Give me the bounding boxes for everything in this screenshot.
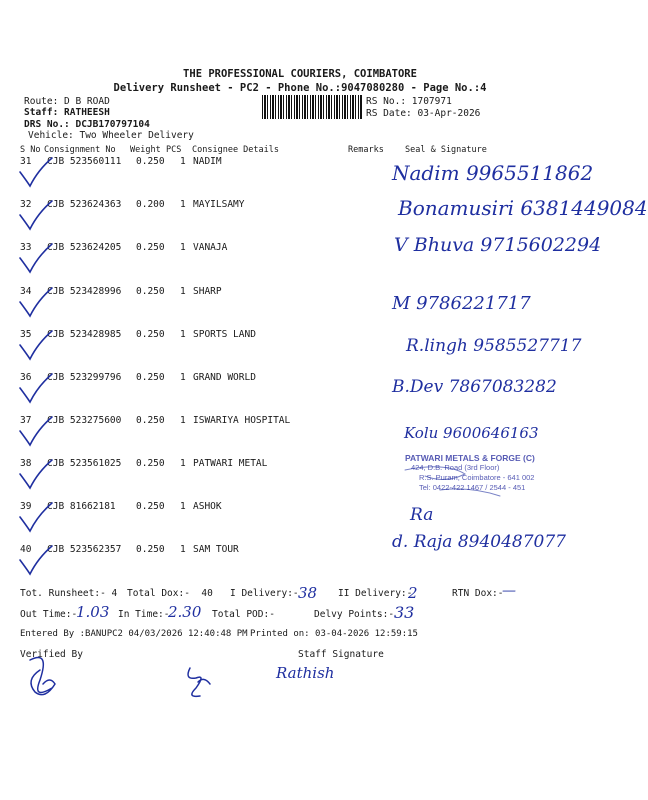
row-weight: 0.250 xyxy=(136,329,165,340)
row-signature: R.lingh 9585527717 xyxy=(406,336,582,356)
staff-signed-name: Rathish xyxy=(276,664,335,682)
row-weight: 0.250 xyxy=(136,501,165,512)
row-signature: V Bhuva 9715602294 xyxy=(394,234,602,256)
delivered-check-icon xyxy=(20,288,52,316)
row-consignment-no: CJB 523560111 xyxy=(47,156,122,167)
staff-label: Staff: RATHEESH xyxy=(24,107,110,118)
delivered-check-icon xyxy=(20,244,52,272)
col-remarks: Remarks xyxy=(348,145,384,155)
row-consignee: SHARP xyxy=(193,286,222,297)
rtn-dox-label: RTN Dox:- xyxy=(452,588,504,599)
row-consignment-no: CJB 81662181 xyxy=(47,501,116,512)
verified-by-label: Verified By xyxy=(20,649,83,660)
row-consignment-no: CJB 523624363 xyxy=(47,199,122,210)
row-consignment-no: CJB 523624205 xyxy=(47,242,122,253)
row-consignee: ASHOK xyxy=(193,501,222,512)
row-consignee: PATWARI METAL xyxy=(193,458,268,469)
stamp-line-2: R.S. Puram, Coimbatore - 641 002 xyxy=(419,473,535,482)
row-signature: B.Dev 7867083282 xyxy=(392,377,557,397)
ii-delivery-label: II Delivery:- xyxy=(338,588,413,599)
row-consignee: MAYILSAMY xyxy=(193,199,245,210)
row-pcs: 1 xyxy=(180,199,186,210)
entered-by: Entered By :BANUPC2 04/03/2026 12:40:48 PM xyxy=(20,629,248,639)
row-weight: 0.250 xyxy=(136,458,165,469)
row-weight: 0.250 xyxy=(136,415,165,426)
delivered-check-icon xyxy=(20,503,52,531)
row-signature: M 9786221717 xyxy=(392,293,531,314)
stamp-line-1: 424, D.B. Road (3rd Floor) xyxy=(411,463,500,472)
stamp-name: PATWARI METALS & FORGE (C) xyxy=(405,453,535,463)
total-dox: Total Dox:- 40 xyxy=(127,588,213,599)
row-weight: 0.250 xyxy=(136,372,165,383)
delivered-check-icon xyxy=(20,460,52,488)
row-consignee: GRAND WORLD xyxy=(193,372,256,383)
row-signature: Ra xyxy=(410,505,434,525)
i-delivery-label: I Delivery:- xyxy=(230,588,299,599)
row-pcs: 1 xyxy=(180,329,186,340)
row-signature: Bonamusiri 6381449084 xyxy=(398,196,648,220)
row-weight: 0.250 xyxy=(136,242,165,253)
row-sno: 34 xyxy=(20,286,32,297)
row-pcs: 1 xyxy=(180,458,186,469)
row-signature: Kolu 9600646163 xyxy=(404,424,539,442)
row-pcs: 1 xyxy=(180,372,186,383)
runsheet-title: Delivery Runsheet - PC2 - Phone No.:9047080280 - Page No.:4 xyxy=(113,82,487,94)
stamp-line-3: Tel: 0422-422 1467 / 2544 - 451 xyxy=(419,483,526,492)
delivered-check-icon xyxy=(20,201,52,229)
row-consignment-no: CJB 523428985 xyxy=(47,329,122,340)
company-title: THE PROFESSIONAL COURIERS, COIMBATORE xyxy=(183,68,417,80)
row-consignee: SPORTS LAND xyxy=(193,329,256,340)
total-pod-label: Total POD:- xyxy=(212,609,275,620)
route-label: Route: D B ROAD xyxy=(24,96,110,107)
delivered-check-icon xyxy=(20,417,52,445)
staff-signature-label: Staff Signature xyxy=(298,649,384,660)
row-pcs: 1 xyxy=(180,415,186,426)
row-sno: 36 xyxy=(20,372,32,383)
row-pcs: 1 xyxy=(180,156,186,167)
rs-date: RS Date: 03-Apr-2026 xyxy=(366,108,481,119)
row-consignment-no: CJB 523299796 xyxy=(47,372,122,383)
row-sno: 33 xyxy=(20,242,32,253)
col-consignee: Consignee Details xyxy=(192,145,279,155)
initial-signature-icon xyxy=(188,668,210,696)
row-consignment-no: CJB 523275600 xyxy=(47,415,122,426)
stamp-scribble-icon xyxy=(405,467,500,496)
row-sno: 31 xyxy=(20,156,32,167)
printed-on: Printed on: 03-04-2026 12:59:15 xyxy=(250,629,418,639)
row-signature: Nadim 9965511862 xyxy=(392,161,594,185)
row-pcs: 1 xyxy=(180,544,186,555)
delivered-check-icon xyxy=(20,158,52,186)
row-weight: 0.200 xyxy=(136,199,165,210)
row-sno: 40 xyxy=(20,544,32,555)
ii-delivery-value: 2 xyxy=(408,584,418,602)
in-time-label: In Time:- xyxy=(118,609,170,620)
col-consignment: Consignment No xyxy=(44,145,116,155)
delvy-points-label: Delvy Points:- xyxy=(314,609,395,620)
verifier-signature-icon xyxy=(30,658,55,695)
col-seal-signature: Seal & Signature xyxy=(405,145,487,155)
out-time-value: 1.03 xyxy=(76,603,110,621)
row-consignment-no: CJB 523562357 xyxy=(47,544,122,555)
row-weight: 0.250 xyxy=(136,544,165,555)
row-sno: 32 xyxy=(20,199,32,210)
row-consignee: NADIM xyxy=(193,156,222,167)
row-sno: 35 xyxy=(20,329,32,340)
col-weight: Weight xyxy=(130,145,161,155)
row-consignee: VANAJA xyxy=(193,242,228,253)
col-pcs: PCS xyxy=(166,145,182,155)
delvy-points-value: 33 xyxy=(394,603,415,622)
row-sno: 38 xyxy=(20,458,32,469)
rs-number: RS No.: 1707971 xyxy=(366,96,452,107)
row-pcs: 1 xyxy=(180,242,186,253)
vehicle-label: Vehicle: Two Wheeler Delivery xyxy=(28,130,194,141)
row-consignment-no: CJB 523561025 xyxy=(47,458,122,469)
row-weight: 0.250 xyxy=(136,156,165,167)
i-delivery-value: 38 xyxy=(298,584,318,602)
row-sno: 39 xyxy=(20,501,32,512)
out-time-label: Out Time:- xyxy=(20,609,78,620)
row-pcs: 1 xyxy=(180,286,186,297)
delivered-check-icon xyxy=(20,546,52,574)
col-sno: S No xyxy=(20,145,41,155)
row-weight: 0.250 xyxy=(136,286,165,297)
row-consignee: SAM TOUR xyxy=(193,544,239,555)
row-consignment-no: CJB 523428996 xyxy=(47,286,122,297)
drs-number: DRS No.: DCJB170797104 xyxy=(24,119,150,130)
tot-runsheet: Tot. Runsheet:- 4 xyxy=(20,588,118,599)
in-time-value: 2.30 xyxy=(168,603,202,621)
row-signature: d. Raja 8940487077 xyxy=(392,532,566,552)
rtn-dox-value: — xyxy=(502,583,516,599)
delivered-check-icon xyxy=(20,331,52,359)
row-consignee: ISWARIYA HOSPITAL xyxy=(193,415,291,426)
row-pcs: 1 xyxy=(180,501,186,512)
delivered-check-icon xyxy=(20,374,52,402)
row-sno: 37 xyxy=(20,415,32,426)
